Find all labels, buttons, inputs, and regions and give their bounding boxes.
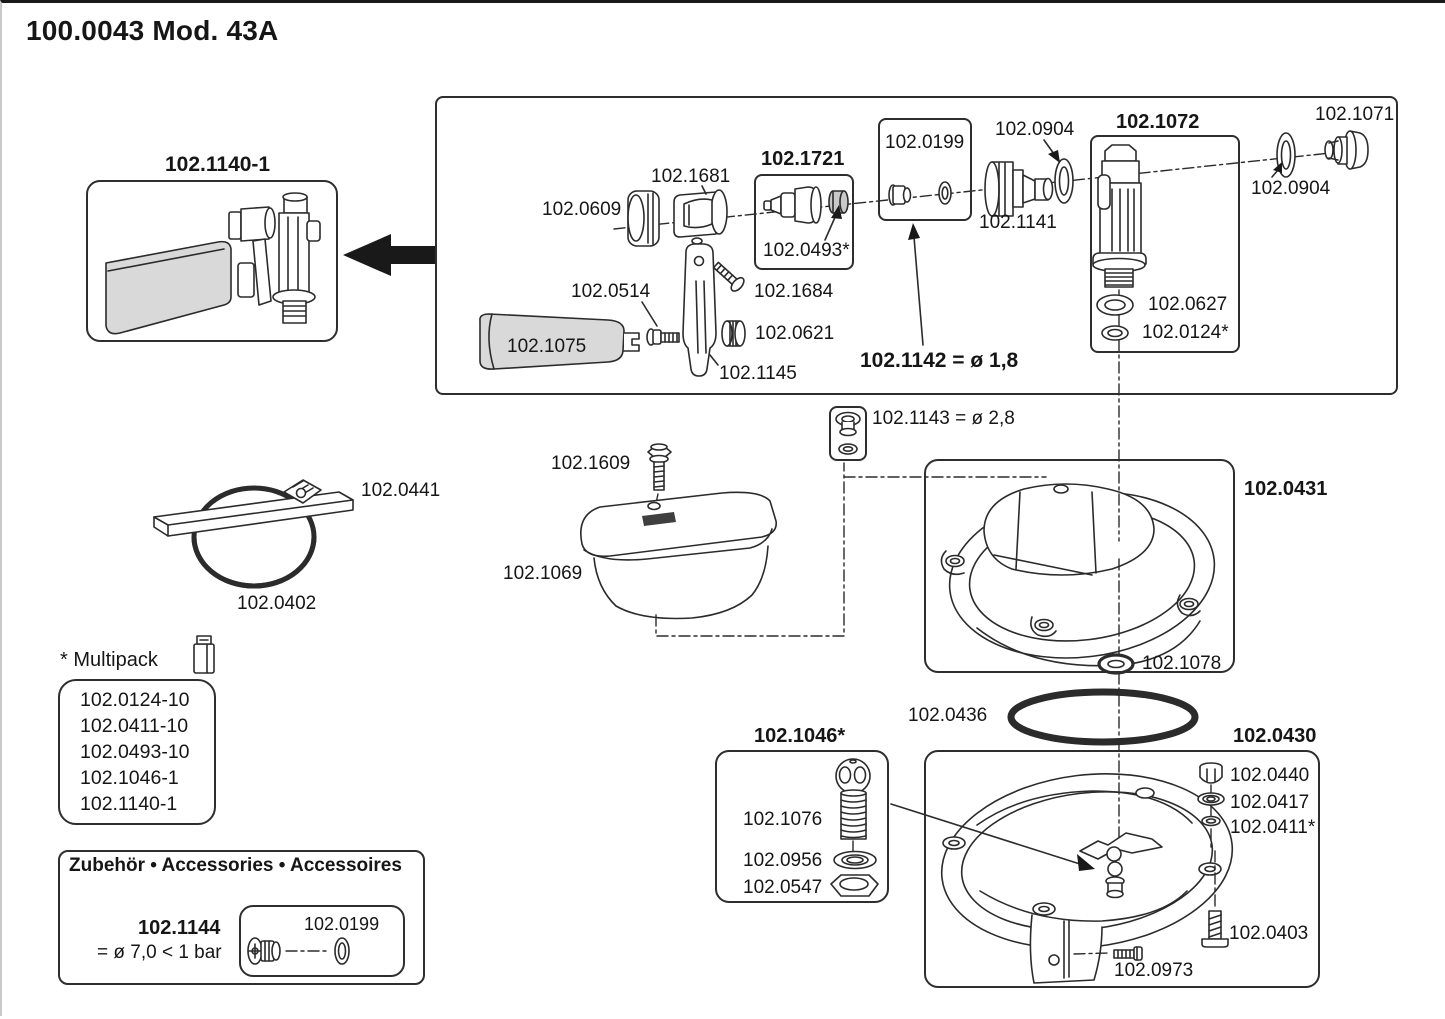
part-label-102-1721: 102.1721 [761,148,845,170]
part-label-102-1141: 102.1141 [979,212,1057,233]
part-label-102-0199-accessory: 102.0199 [304,914,380,934]
part-label-102-0956: 102.0956 [743,850,823,871]
part-label-102-1078: 102.1078 [1142,653,1222,674]
part-label-102-1144: 102.1144 [138,917,221,939]
part-label-102-0904-left: 102.0904 [995,119,1075,140]
part-label-102-0547: 102.0547 [743,877,823,898]
part-label-102-0514: 102.0514 [571,281,651,302]
part-label-102-0430: 102.0430 [1233,725,1317,747]
cover-drawing [581,492,776,618]
part-label-102-0904-right: 102.0904 [1251,178,1331,199]
part-label-102-0609: 102.0609 [542,199,622,220]
part-label-102-1609: 102.1609 [551,453,631,474]
part-label-102-0417: 102.0417 [1230,792,1310,813]
part-label-102-1142: 102.1142 = ø 1,8 [860,349,1019,372]
multipack-item: 102.1046-1 [80,767,179,789]
part-label-102-0431: 102.0431 [1244,478,1328,500]
part-label-102-1076: 102.1076 [743,809,823,830]
kit-box-float-valve [86,180,338,342]
kit-box-nozzle-large [829,406,867,461]
part-label-102-1069: 102.1069 [503,563,583,584]
kit-box-upper-bowl [924,459,1235,673]
accessories-heading: Zubehör • Accessories • Accessoires [69,855,402,876]
multipack-item: 102.0411-10 [80,715,189,737]
part-label-102-0440: 102.0440 [1230,765,1310,786]
page-title: 100.0043 Mod. 43A [26,15,279,46]
part-label-102-1140-1: 102.1140-1 [165,153,271,176]
part-label-102-1143: 102.1143 = ø 2,8 [872,408,1015,429]
part-label-102-0441: 102.0441 [361,480,441,501]
cover-link-axis [656,463,844,636]
part-label-102-1072: 102.1072 [1116,111,1200,133]
multipack-heading: * Multipack [60,649,158,671]
part-label-102-1071: 102.1071 [1315,104,1395,125]
part-label-102-1684: 102.1684 [754,281,834,302]
part-label-102-0621: 102.0621 [755,323,835,344]
bowl-gasket-drawing [1011,692,1195,742]
accessories-spec: = ø 7,0 < 1 bar [97,942,222,963]
multipack-icon [194,636,214,673]
multipack-item: 102.1140-1 [80,793,178,815]
assembled-view-arrow-icon [343,234,436,276]
multipack-item: 102.0124-10 [80,689,190,711]
part-label-102-0124: 102.0124* [1142,322,1229,343]
part-label-102-0402: 102.0402 [237,593,317,614]
part-label-102-1145: 102.1145 [719,363,797,384]
part-label-102-1046: 102.1046* [754,725,846,747]
part-label-102-0436: 102.0436 [908,705,988,726]
pipe-clamp-drawing [154,480,353,586]
kit-box-valve-body [1090,135,1240,353]
part-label-102-0493: 102.0493* [763,240,850,261]
part-label-102-0403: 102.0403 [1229,923,1309,944]
part-label-102-1075: 102.1075 [507,336,587,357]
part-label-102-0973: 102.0973 [1114,960,1194,981]
part-label-102-0627: 102.0627 [1148,294,1228,315]
part-label-102-0199: 102.0199 [885,132,965,153]
multipack-item: 102.0493-10 [80,741,190,763]
part-label-102-0411: 102.0411* [1230,817,1316,838]
cover-screw-drawing [648,444,671,490]
part-label-102-1681: 102.1681 [651,166,731,187]
